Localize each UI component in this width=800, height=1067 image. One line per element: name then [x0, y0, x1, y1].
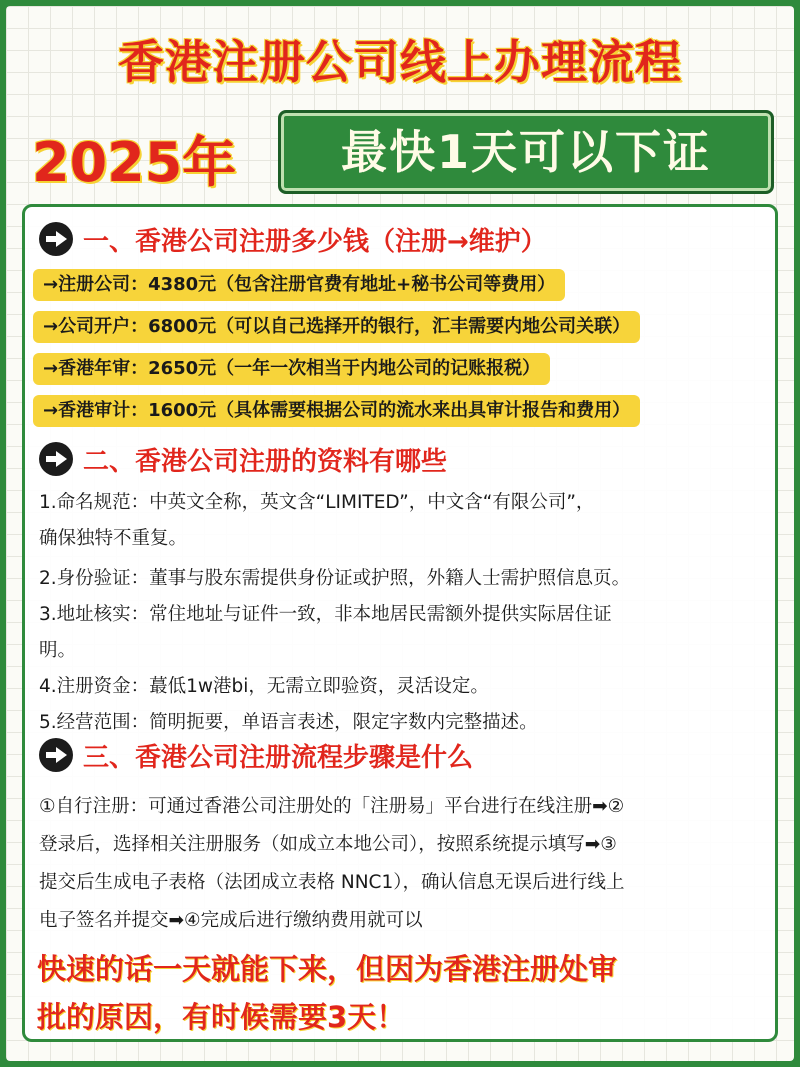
section-3-heading — [39, 735, 473, 775]
document-line: 3.地址核实：常住地址与证件一致，非本地居民需额外提供实际居住证 — [39, 604, 612, 625]
arrow-right-icon — [39, 222, 73, 256]
document-line: 明。 — [39, 640, 77, 661]
conclusion-line: 批的原因，有时候需要3天！ — [37, 1000, 406, 1034]
section-1-heading — [39, 219, 547, 259]
arrow-right-icon — [39, 442, 73, 476]
year-title: 2025年 — [32, 131, 237, 194]
page-title: 香港注册公司线上办理流程 — [118, 35, 682, 89]
section-3-title: 三、香港公司注册流程步骤是什么 — [83, 742, 474, 773]
section-2-title: 二、香港公司注册的资料有哪些 — [83, 446, 448, 477]
document-line: 确保独特不重复。 — [39, 528, 188, 549]
section-1-title: 一、香港公司注册多少钱（注册→维护） — [83, 226, 547, 257]
document-line: 4.注册资金：蕞低1w港bi，无需立即验资，灵活设定。 — [39, 676, 489, 697]
process-line: 登录后，选择相关注册服务（如成立本地公司），按照系统提示填写➡③ — [39, 834, 617, 855]
arrow-right-icon — [39, 738, 73, 772]
process-line: 电子签名并提交➡④完成后进行缴纳费用就可以 — [39, 910, 423, 931]
price-item: →香港年审：2650元（一年一次相当于内地公司的记账报税） — [33, 353, 550, 385]
document-line: 1.命名规范：中英文全称，英文含“LIMITED”，中文含“有限公司”， — [39, 492, 595, 513]
process-line: 提交后生成电子表格（法团成立表格 NNC1），确认信息无误后进行线上 — [39, 872, 625, 893]
document-line: 2.身份验证：董事与股东需提供身份证或护照，外籍人士需护照信息页。 — [39, 568, 631, 589]
document-line: 5.经营范围：简明扼要，单语言表述，限定字数内完整描述。 — [39, 712, 538, 733]
price-item: →注册公司：4380元（包含注册官费有地址+秘书公司等费用） — [33, 269, 565, 301]
conclusion-line: 快速的话一天就能下来，但因为香港注册处审 — [37, 952, 618, 986]
process-line: ①自行注册：可通过香港公司注册处的「注册易」平台进行在线注册➡② — [39, 796, 625, 817]
content-card — [22, 204, 778, 1042]
section-2-heading — [39, 439, 447, 479]
price-item: →公司开户：6800元（可以自己选择开的银行，汇丰需要内地公司关联） — [33, 311, 640, 343]
price-item: →香港审计：1600元（具体需要根据公司的流水来出具审计报告和费用） — [33, 395, 640, 427]
fastest-badge: 最快1天可以下证 — [278, 110, 774, 194]
